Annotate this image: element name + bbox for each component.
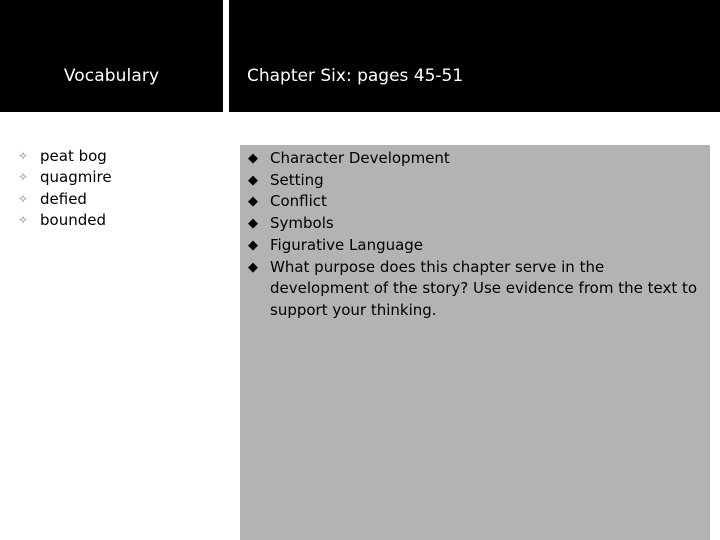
four-point-star-outline-icon: ✧ xyxy=(18,213,29,228)
chapter-title: Chapter Six: pages 45-51 xyxy=(247,66,464,86)
chapter-header xyxy=(229,0,720,112)
black-diamond-icon: ◆ xyxy=(248,172,258,188)
topic-text: Character Development xyxy=(270,149,450,167)
four-point-star-outline-icon: ✧ xyxy=(18,148,29,163)
vocabulary-item xyxy=(18,188,112,210)
vocabulary-word: peat bog xyxy=(40,146,107,165)
vocabulary-item xyxy=(18,210,112,232)
topic-item xyxy=(248,148,700,170)
four-point-star-outline-icon: ✧ xyxy=(18,170,29,185)
black-diamond-icon: ◆ xyxy=(248,194,258,210)
vocabulary-word: defied xyxy=(40,189,87,208)
black-diamond-icon: ◆ xyxy=(248,151,258,166)
topic-text: What purpose does this chapter serve in the development of the story? Use evidence from the text to support your thinking. xyxy=(270,257,698,319)
topic-item xyxy=(248,235,700,257)
topic-item xyxy=(248,257,700,322)
topic-item xyxy=(248,213,700,235)
discussion-topics-list xyxy=(248,148,700,322)
vocabulary-word: bounded xyxy=(40,211,106,230)
vocabulary-item xyxy=(18,145,112,167)
discussion-topics-box xyxy=(240,145,710,540)
topic-text: Setting xyxy=(270,170,324,189)
topic-text: Figurative Language xyxy=(270,235,424,254)
vocabulary-header xyxy=(0,0,223,112)
vocabulary-item xyxy=(18,167,112,189)
vocabulary-word: quagmire xyxy=(40,168,112,187)
topic-item xyxy=(248,191,700,213)
vocabulary-title: Vocabulary xyxy=(63,66,160,86)
black-diamond-icon: ◆ xyxy=(248,259,258,275)
black-diamond-icon: ◆ xyxy=(248,216,258,232)
topic-text: Conflict xyxy=(270,192,327,211)
four-point-star-outline-icon: ✧ xyxy=(18,191,29,206)
topic-item xyxy=(248,170,700,192)
vocabulary-list xyxy=(18,145,112,231)
black-diamond-icon: ◆ xyxy=(248,237,258,253)
topic-text: Symbols xyxy=(270,214,334,233)
